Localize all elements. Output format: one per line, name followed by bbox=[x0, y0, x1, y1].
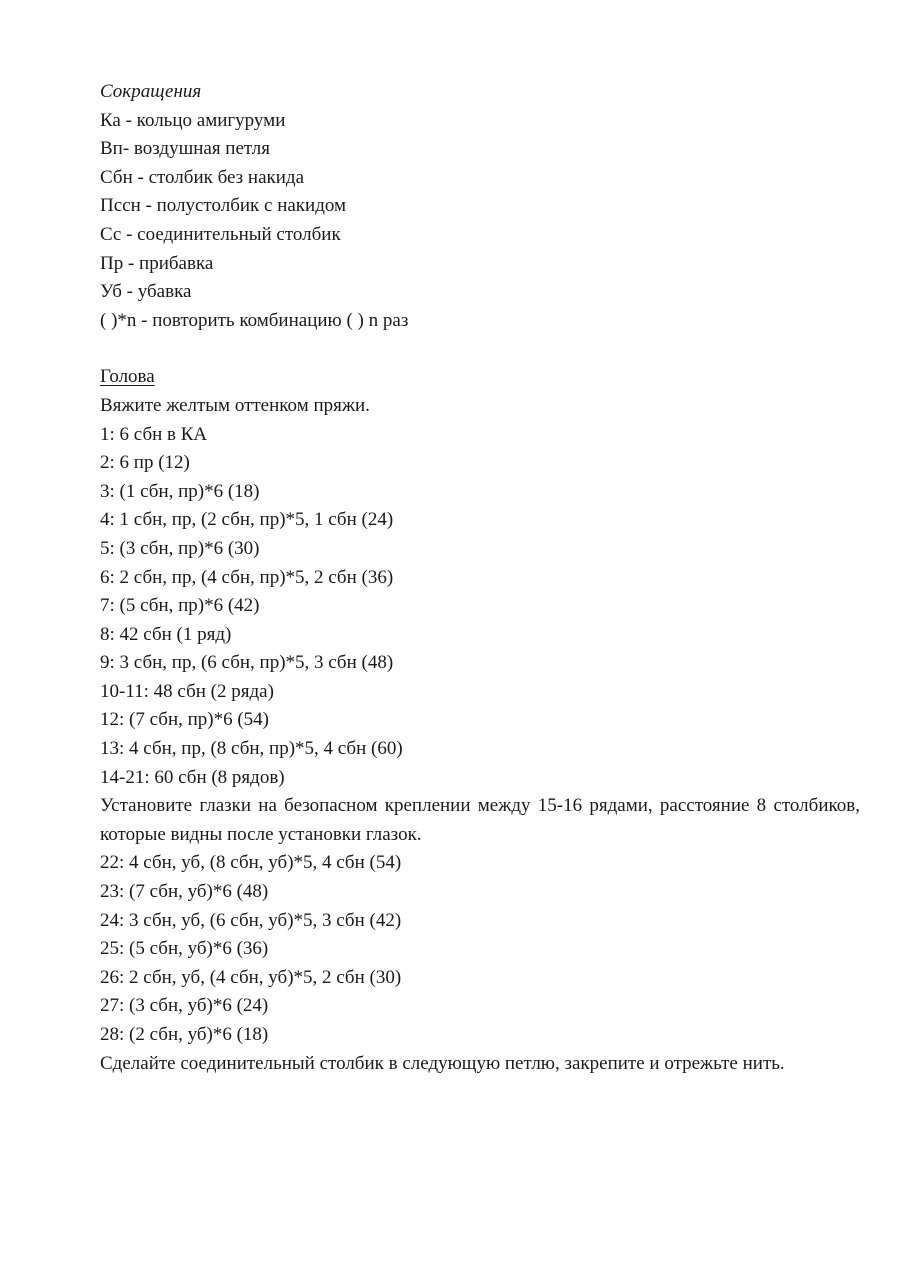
pattern-row: 24: 3 сбн, уб, (6 сбн, уб)*5, 3 сбн (42) bbox=[100, 909, 402, 931]
abbreviation-item: Пссн - полустолбик с накидом bbox=[100, 195, 347, 217]
head-intro: Вяжите желтым оттенком пряжи. bbox=[100, 394, 370, 416]
pattern-row: 14-21: 60 сбн (8 рядов) bbox=[100, 766, 285, 788]
abbreviation-item: Пр - прибавка bbox=[100, 252, 214, 274]
abbreviation-item: ( )*n - повторить комбинацию ( ) n раз bbox=[100, 309, 409, 331]
abbreviation-item: Ка - кольцо амигуруми bbox=[100, 109, 286, 131]
pattern-row: 7: (5 сбн, пр)*6 (42) bbox=[100, 595, 260, 617]
pattern-row: 3: (1 сбн, пр)*6 (18) bbox=[100, 480, 260, 502]
abbreviation-item: Сс - соединительный столбик bbox=[100, 223, 341, 245]
pattern-row: 26: 2 сбн, уб, (4 сбн, уб)*5, 2 сбн (30) bbox=[100, 966, 402, 988]
abbreviation-item: Уб - убавка bbox=[100, 281, 192, 303]
pattern-row: 12: (7 сбн, пр)*6 (54) bbox=[100, 709, 270, 731]
pattern-row: 6: 2 сбн, пр, (4 сбн, пр)*5, 2 сбн (36) bbox=[100, 566, 394, 588]
pattern-row: 22: 4 сбн, уб, (8 сбн, уб)*5, 4 сбн (54) bbox=[100, 852, 402, 874]
abbreviation-item: Сбн - столбик без накида bbox=[100, 166, 305, 188]
pattern-row: 13: 4 сбн, пр, (8 сбн, пр)*5, 4 сбн (60) bbox=[100, 738, 403, 760]
pattern-row: 2: 6 пр (12) bbox=[100, 452, 190, 474]
pattern-row: 8: 42 сбн (1 ряд) bbox=[100, 623, 232, 645]
finish-instruction: Сделайте соединительный столбик в следующую петлю, закрепите и отрежьте нить. bbox=[100, 1052, 785, 1074]
pattern-row: 23: (7 сбн, уб)*6 (48) bbox=[100, 881, 269, 903]
pattern-row: 10-11: 48 сбн (2 ряда) bbox=[100, 680, 274, 702]
abbreviation-item: Вп- воздушная петля bbox=[100, 138, 270, 160]
head-section-title: Голова bbox=[100, 366, 155, 388]
pattern-row: 25: (5 сбн, уб)*6 (36) bbox=[100, 938, 269, 960]
abbreviations-title: Сокращения bbox=[100, 81, 202, 102]
section-spacer bbox=[100, 335, 860, 363]
document-page bbox=[100, 78, 860, 1078]
eyes-instruction: Установите глазки на безопасном креплении между 15-16 рядами, расстояние 8 столбиков, которые видны после установки глазок. bbox=[100, 795, 860, 845]
pattern-row: 5: (3 сбн, пр)*6 (30) bbox=[100, 537, 260, 559]
pattern-row: 27: (3 сбн, уб)*6 (24) bbox=[100, 995, 269, 1017]
pattern-row: 9: 3 сбн, пр, (6 сбн, пр)*5, 3 сбн (48) bbox=[100, 652, 394, 674]
pattern-row: 1: 6 сбн в КА bbox=[100, 423, 208, 445]
pattern-row: 28: (2 сбн, уб)*6 (18) bbox=[100, 1024, 269, 1045]
pattern-row: 4: 1 сбн, пр, (2 сбн, пр)*5, 1 сбн (24) bbox=[100, 509, 394, 531]
